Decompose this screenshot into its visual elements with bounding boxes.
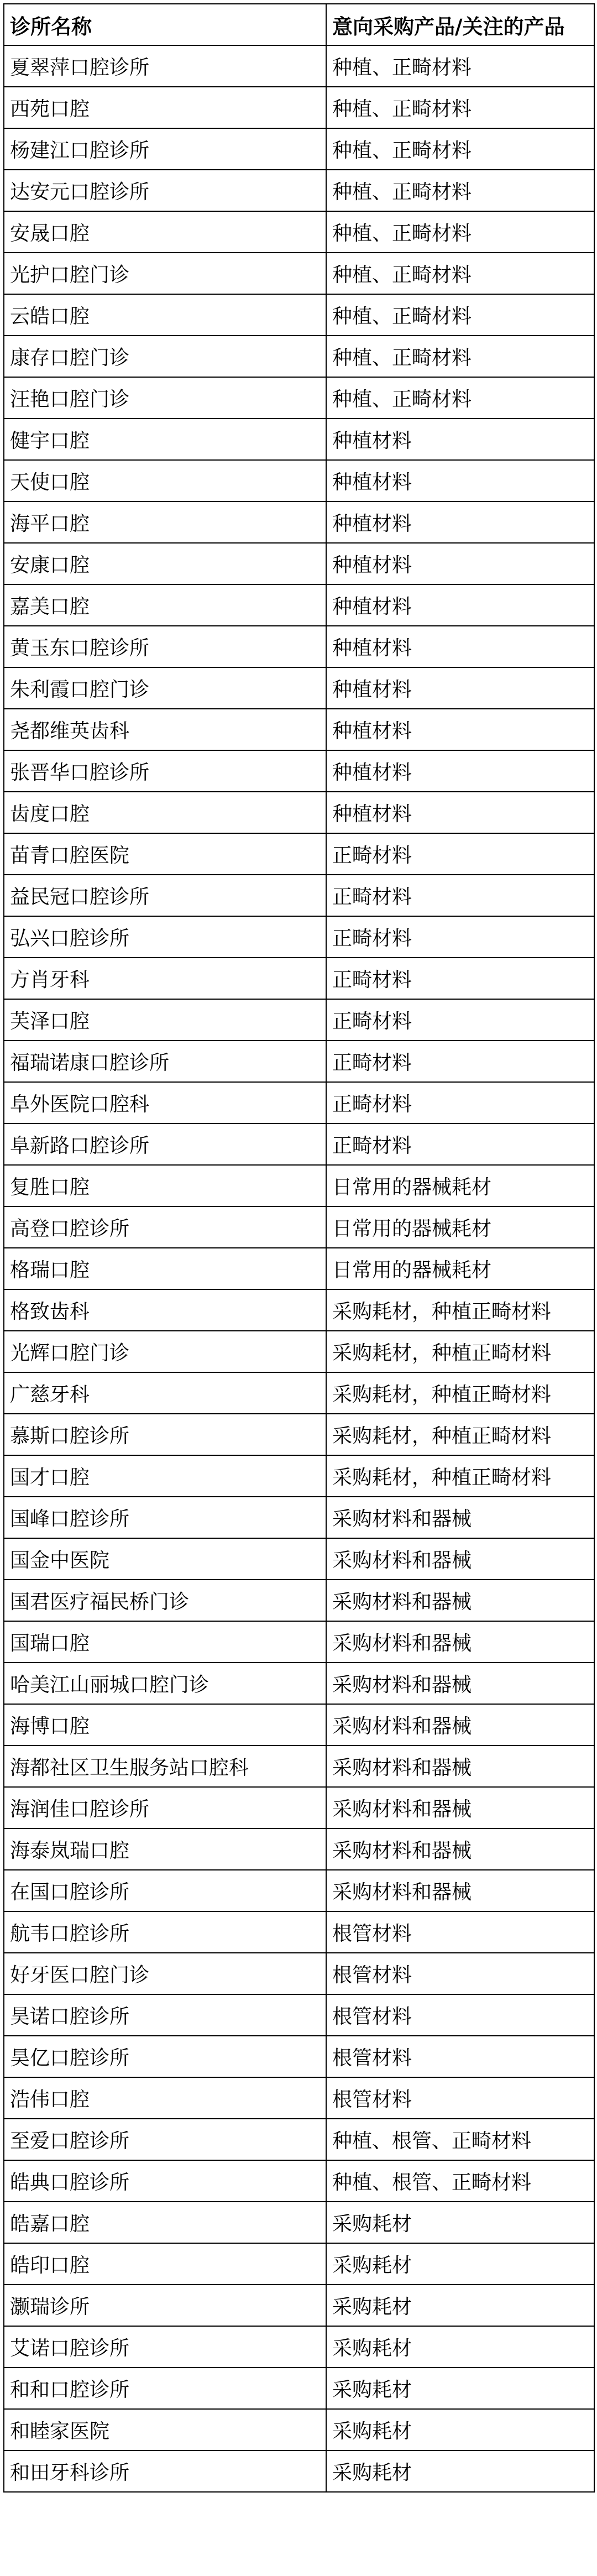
table-row xyxy=(4,1953,594,1994)
table-row xyxy=(4,2450,594,2492)
clinic-name-cell: 艾诺口腔诊所 xyxy=(4,2326,326,2368)
table-row xyxy=(4,1165,594,1206)
intended-product-cell: 种植、正畸材料 xyxy=(326,170,594,211)
intended-product-cell: 采购材料和器械 xyxy=(326,1538,594,1580)
clinic-name-cell: 云皓口腔 xyxy=(4,294,326,336)
intended-product-cell: 采购材料和器械 xyxy=(326,1746,594,1787)
table-row xyxy=(4,626,594,667)
intended-product-cell: 正畸材料 xyxy=(326,916,594,958)
intended-product-cell: 种植、正畸材料 xyxy=(326,336,594,377)
table-row xyxy=(4,667,594,709)
table-row xyxy=(4,875,594,916)
table-row xyxy=(4,1621,594,1663)
table-row xyxy=(4,2077,594,2119)
intended-product-cell: 种植材料 xyxy=(326,460,594,501)
table-row xyxy=(4,45,594,87)
clinic-name-cell: 汪艳口腔门诊 xyxy=(4,377,326,419)
table-row xyxy=(4,833,594,875)
clinic-name-cell: 和睦家医院 xyxy=(4,2409,326,2450)
table-row xyxy=(4,2368,594,2409)
clinic-name-cell: 海博口腔 xyxy=(4,1704,326,1746)
table-row xyxy=(4,253,594,294)
clinic-name-cell: 达安元口腔诊所 xyxy=(4,170,326,211)
intended-product-cell: 采购耗材，种植正畸材料 xyxy=(326,1372,594,1414)
table-row xyxy=(4,584,594,626)
intended-product-cell: 采购材料和器械 xyxy=(326,1828,594,1870)
clinic-name-cell: 健宇口腔 xyxy=(4,419,326,460)
intended-product-cell: 采购耗材 xyxy=(326,2326,594,2368)
intended-product-cell: 采购材料和器械 xyxy=(326,1787,594,1828)
intended-product-cell: 种植材料 xyxy=(326,667,594,709)
intended-product-cell: 种植、正畸材料 xyxy=(326,87,594,128)
intended-product-cell: 种植材料 xyxy=(326,584,594,626)
clinic-name-cell: 慕斯口腔诊所 xyxy=(4,1414,326,1455)
intended-product-cell: 日常用的器械耗材 xyxy=(326,1248,594,1289)
table-row xyxy=(4,543,594,584)
intended-product-cell: 种植材料 xyxy=(326,626,594,667)
table-row xyxy=(4,170,594,211)
table-row xyxy=(4,1663,594,1704)
clinic-name-cell: 皓印口腔 xyxy=(4,2243,326,2285)
intended-product-cell: 种植材料 xyxy=(326,419,594,460)
clinic-name-cell: 阜新路口腔诊所 xyxy=(4,1124,326,1165)
table-row xyxy=(4,792,594,833)
clinic-name-cell: 和田牙科诊所 xyxy=(4,2450,326,2492)
table-row xyxy=(4,1041,594,1082)
clinic-name-cell: 和和口腔诊所 xyxy=(4,2368,326,2409)
clinic-name-cell: 昊诺口腔诊所 xyxy=(4,1994,326,2036)
table-row xyxy=(4,1124,594,1165)
table-row xyxy=(4,377,594,419)
clinic-name-cell: 夏翠萍口腔诊所 xyxy=(4,45,326,87)
intended-product-cell: 正畸材料 xyxy=(326,999,594,1041)
table-row xyxy=(4,709,594,750)
intended-product-cell: 正畸材料 xyxy=(326,875,594,916)
table-row xyxy=(4,999,594,1041)
table-row xyxy=(4,2326,594,2368)
clinic-name-cell: 昊亿口腔诊所 xyxy=(4,2036,326,2077)
clinic-name-cell: 天使口腔 xyxy=(4,460,326,501)
intended-product-cell: 采购材料和器械 xyxy=(326,1580,594,1621)
clinic-name-cell: 益民冠口腔诊所 xyxy=(4,875,326,916)
clinic-name-cell: 格瑞口腔 xyxy=(4,1248,326,1289)
clinic-name-cell: 光辉口腔门诊 xyxy=(4,1331,326,1372)
intended-product-cell: 种植材料 xyxy=(326,750,594,792)
intended-product-cell: 种植、正畸材料 xyxy=(326,253,594,294)
clinic-name-cell: 高登口腔诊所 xyxy=(4,1206,326,1248)
intended-product-cell: 种植材料 xyxy=(326,709,594,750)
intended-product-cell: 根管材料 xyxy=(326,1994,594,2036)
intended-product-cell: 采购材料和器械 xyxy=(326,1663,594,1704)
table-row xyxy=(4,1414,594,1455)
table-row xyxy=(4,501,594,543)
table-row xyxy=(4,1082,594,1124)
intended-product-cell: 采购材料和器械 xyxy=(326,1870,594,1911)
intended-product-cell: 正畸材料 xyxy=(326,958,594,999)
clinic-name-cell: 嘉美口腔 xyxy=(4,584,326,626)
clinic-name-cell: 灏瑞诊所 xyxy=(4,2285,326,2326)
table-row xyxy=(4,2243,594,2285)
intended-product-cell: 根管材料 xyxy=(326,1911,594,1953)
intended-product-cell: 种植、正畸材料 xyxy=(326,211,594,253)
clinic-name-cell: 福瑞诺康口腔诊所 xyxy=(4,1041,326,1082)
table-row xyxy=(4,750,594,792)
intended-product-cell: 采购材料和器械 xyxy=(326,1704,594,1746)
table-row xyxy=(4,336,594,377)
intended-product-cell: 日常用的器械耗材 xyxy=(326,1206,594,1248)
clinic-product-table xyxy=(3,3,595,2493)
intended-product-cell: 种植、根管、正畸材料 xyxy=(326,2160,594,2202)
clinic-name-cell: 朱利霞口腔门诊 xyxy=(4,667,326,709)
clinic-name-cell: 浩伟口腔 xyxy=(4,2077,326,2119)
intended-product-cell: 采购耗材 xyxy=(326,2285,594,2326)
table-row xyxy=(4,1787,594,1828)
header-intended-products: 意向采购产品/关注的产品 xyxy=(326,4,594,45)
table-row xyxy=(4,460,594,501)
clinic-name-cell: 西苑口腔 xyxy=(4,87,326,128)
table-row xyxy=(4,128,594,170)
table-row xyxy=(4,1455,594,1497)
table-row xyxy=(4,1538,594,1580)
intended-product-cell: 采购耗材，种植正畸材料 xyxy=(326,1414,594,1455)
table-header-row xyxy=(4,4,594,45)
table-row xyxy=(4,958,594,999)
clinic-name-cell: 国君医疗福民桥门诊 xyxy=(4,1580,326,1621)
table-row xyxy=(4,1828,594,1870)
clinic-name-cell: 齿度口腔 xyxy=(4,792,326,833)
intended-product-cell: 种植材料 xyxy=(326,543,594,584)
intended-product-cell: 种植材料 xyxy=(326,501,594,543)
table-row xyxy=(4,1746,594,1787)
clinic-name-cell: 安晟口腔 xyxy=(4,211,326,253)
clinic-name-cell: 航韦口腔诊所 xyxy=(4,1911,326,1953)
table-row xyxy=(4,2409,594,2450)
clinic-name-cell: 安康口腔 xyxy=(4,543,326,584)
clinic-name-cell: 康存口腔门诊 xyxy=(4,336,326,377)
clinic-name-cell: 光护口腔门诊 xyxy=(4,253,326,294)
intended-product-cell: 种植、正畸材料 xyxy=(326,128,594,170)
clinic-name-cell: 海平口腔 xyxy=(4,501,326,543)
intended-product-cell: 种植、正畸材料 xyxy=(326,294,594,336)
table-row xyxy=(4,419,594,460)
clinic-name-cell: 皓典口腔诊所 xyxy=(4,2160,326,2202)
table-row xyxy=(4,1331,594,1372)
table-row xyxy=(4,1911,594,1953)
table-row xyxy=(4,1580,594,1621)
clinic-name-cell: 复胜口腔 xyxy=(4,1165,326,1206)
table-row xyxy=(4,1870,594,1911)
clinic-name-cell: 国金中医院 xyxy=(4,1538,326,1580)
table-row xyxy=(4,916,594,958)
clinic-name-cell: 苗青口腔医院 xyxy=(4,833,326,875)
clinic-name-cell: 哈美江山丽城口腔门诊 xyxy=(4,1663,326,1704)
table-row xyxy=(4,1704,594,1746)
intended-product-cell: 根管材料 xyxy=(326,1953,594,1994)
clinic-name-cell: 弘兴口腔诊所 xyxy=(4,916,326,958)
table-row xyxy=(4,2202,594,2243)
table-row xyxy=(4,294,594,336)
clinic-name-cell: 格致齿科 xyxy=(4,1289,326,1331)
clinic-name-cell: 国峰口腔诊所 xyxy=(4,1497,326,1538)
clinic-name-cell: 尧都维英齿科 xyxy=(4,709,326,750)
clinic-name-cell: 杨建江口腔诊所 xyxy=(4,128,326,170)
clinic-name-cell: 皓嘉口腔 xyxy=(4,2202,326,2243)
intended-product-cell: 采购材料和器械 xyxy=(326,1497,594,1538)
clinic-name-cell: 海润佳口腔诊所 xyxy=(4,1787,326,1828)
intended-product-cell: 日常用的器械耗材 xyxy=(326,1165,594,1206)
intended-product-cell: 采购耗材，种植正畸材料 xyxy=(326,1331,594,1372)
table-row xyxy=(4,87,594,128)
intended-product-cell: 采购耗材，种植正畸材料 xyxy=(326,1455,594,1497)
table-row xyxy=(4,2119,594,2160)
header-clinic-name: 诊所名称 xyxy=(4,4,326,45)
intended-product-cell: 根管材料 xyxy=(326,2036,594,2077)
table-body xyxy=(4,45,594,2492)
intended-product-cell: 种植材料 xyxy=(326,792,594,833)
clinic-name-cell: 黄玉东口腔诊所 xyxy=(4,626,326,667)
table-row xyxy=(4,2285,594,2326)
clinic-name-cell: 张晋华口腔诊所 xyxy=(4,750,326,792)
clinic-name-cell: 国瑞口腔 xyxy=(4,1621,326,1663)
table-row xyxy=(4,1497,594,1538)
clinic-name-cell: 海都社区卫生服务站口腔科 xyxy=(4,1746,326,1787)
intended-product-cell: 种植、根管、正畸材料 xyxy=(326,2119,594,2160)
intended-product-cell: 正畸材料 xyxy=(326,1124,594,1165)
intended-product-cell: 正畸材料 xyxy=(326,1041,594,1082)
clinic-name-cell: 在国口腔诊所 xyxy=(4,1870,326,1911)
intended-product-cell: 采购耗材，种植正畸材料 xyxy=(326,1289,594,1331)
intended-product-cell: 种植、正畸材料 xyxy=(326,377,594,419)
intended-product-cell: 采购耗材 xyxy=(326,2450,594,2492)
intended-product-cell: 根管材料 xyxy=(326,2077,594,2119)
clinic-name-cell: 芙泽口腔 xyxy=(4,999,326,1041)
clinic-name-cell: 至爱口腔诊所 xyxy=(4,2119,326,2160)
table-row xyxy=(4,1206,594,1248)
intended-product-cell: 采购耗材 xyxy=(326,2243,594,2285)
intended-product-cell: 采购耗材 xyxy=(326,2368,594,2409)
table-row xyxy=(4,2160,594,2202)
intended-product-cell: 种植、正畸材料 xyxy=(326,45,594,87)
clinic-name-cell: 广慈牙科 xyxy=(4,1372,326,1414)
intended-product-cell: 正畸材料 xyxy=(326,1082,594,1124)
table-row xyxy=(4,1994,594,2036)
table-row xyxy=(4,1248,594,1289)
clinic-name-cell: 好牙医口腔门诊 xyxy=(4,1953,326,1994)
table-row xyxy=(4,211,594,253)
clinic-name-cell: 方肖牙科 xyxy=(4,958,326,999)
intended-product-cell: 采购耗材 xyxy=(326,2409,594,2450)
intended-product-cell: 采购耗材 xyxy=(326,2202,594,2243)
table-row xyxy=(4,1289,594,1331)
intended-product-cell: 采购材料和器械 xyxy=(326,1621,594,1663)
intended-product-cell: 正畸材料 xyxy=(326,833,594,875)
table-row xyxy=(4,1372,594,1414)
clinic-name-cell: 阜外医院口腔科 xyxy=(4,1082,326,1124)
table-row xyxy=(4,2036,594,2077)
clinic-name-cell: 海泰岚瑞口腔 xyxy=(4,1828,326,1870)
clinic-name-cell: 国才口腔 xyxy=(4,1455,326,1497)
